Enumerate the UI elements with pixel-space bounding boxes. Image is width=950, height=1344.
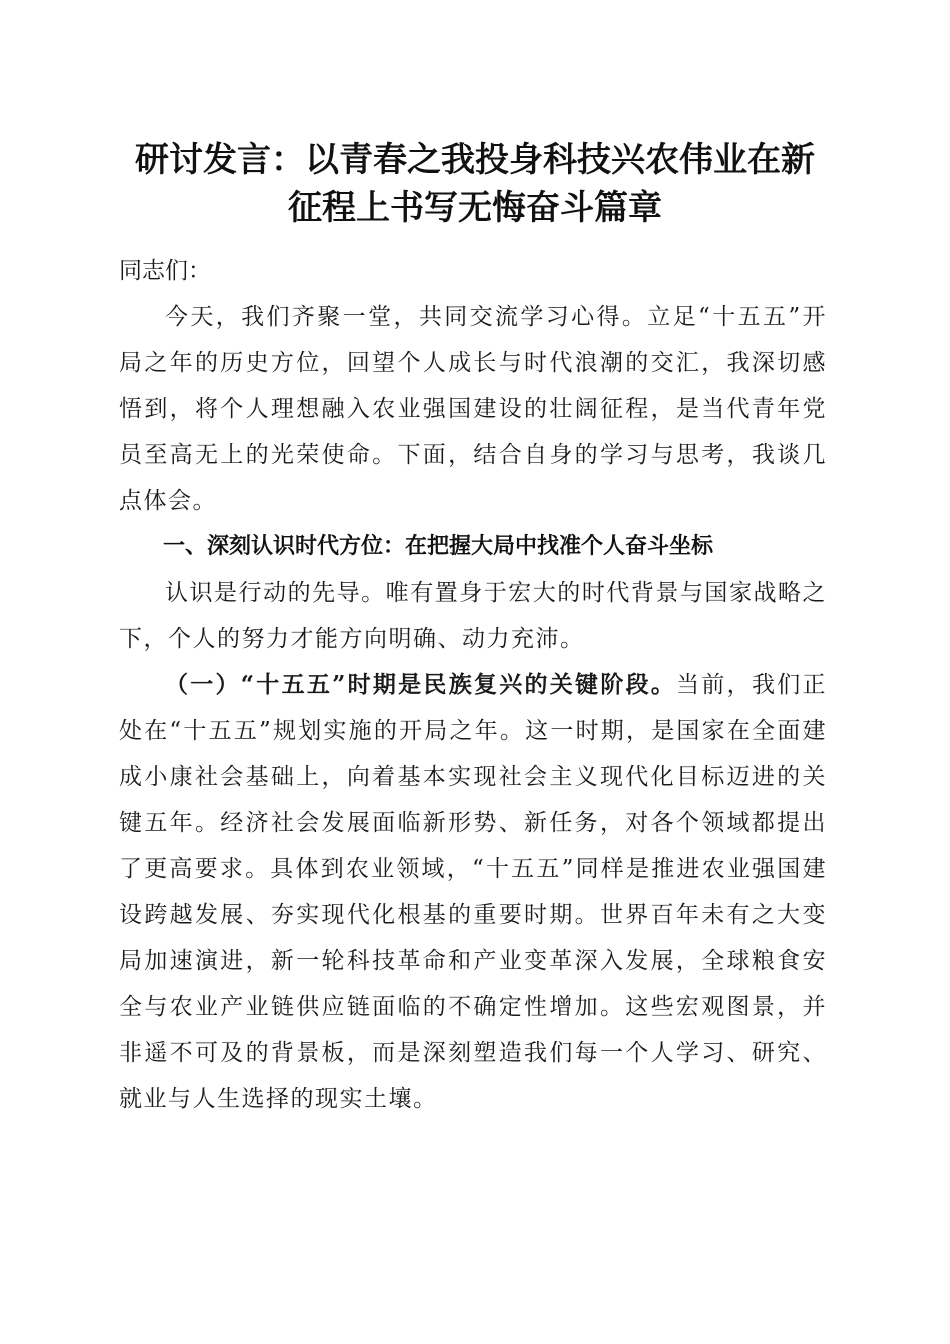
subsection-1-paragraph [119, 662, 827, 1122]
document-body [119, 248, 827, 1122]
salutation: 同志们： [119, 258, 211, 284]
subsection-1-body: 当前，我们正处在“十五五”规划实施的开局之年。这一时期，是国家在全面建成小康社会基础上，向着基本实现社会主义现代化目标迈进的关键五年。经济社会发展面临新形势、新任务，对各个领域都提出了更高要求。具体到农业领域，“十五五”同样是推进农业强国建设跨越发展、夯实现代化根基的重要时期。世界百年未有之大变局加速演进，新一轮科技革命和产业变革深入发展，全球粮食安全与农业产业链供应链面临的不确定性增加。这些宏观图景，并非遥不可及的背景板，而是深刻塑造我们每一个人学习、研究、就业与人生选择的现实土壤。 [119, 672, 827, 1112]
intro-paragraph: 今天，我们齐聚一堂，共同交流学习心得。立足“十五五”开局之年的历史方位，回望个人成长与时代浪潮的交汇，我深切感悟到，将个人理想融入农业强国建设的壮阔征程，是当代青年党员至高无上的光荣使命。下面，结合自身的学习与思考，我谈几点体会。 [119, 304, 827, 514]
section-1-paragraph: 认识是行动的先导。唯有置身于宏大的时代背景与国家战略之下，个人的努力才能方向明确、动力充沛。 [119, 580, 827, 652]
title-line-1: 研讨发言：以青春之我投身科技兴农伟业在新 [135, 140, 815, 180]
section-1-heading: 一、深刻认识时代方位：在把握大局中找准个人奋斗坐标 [163, 534, 714, 559]
subsection-1-lead: （一）“十五五”时期是民族复兴的关键阶段。 [165, 671, 677, 698]
title-line-2: 征程上书写无悔奋斗篇章 [288, 188, 662, 228]
document-title [100, 136, 850, 232]
